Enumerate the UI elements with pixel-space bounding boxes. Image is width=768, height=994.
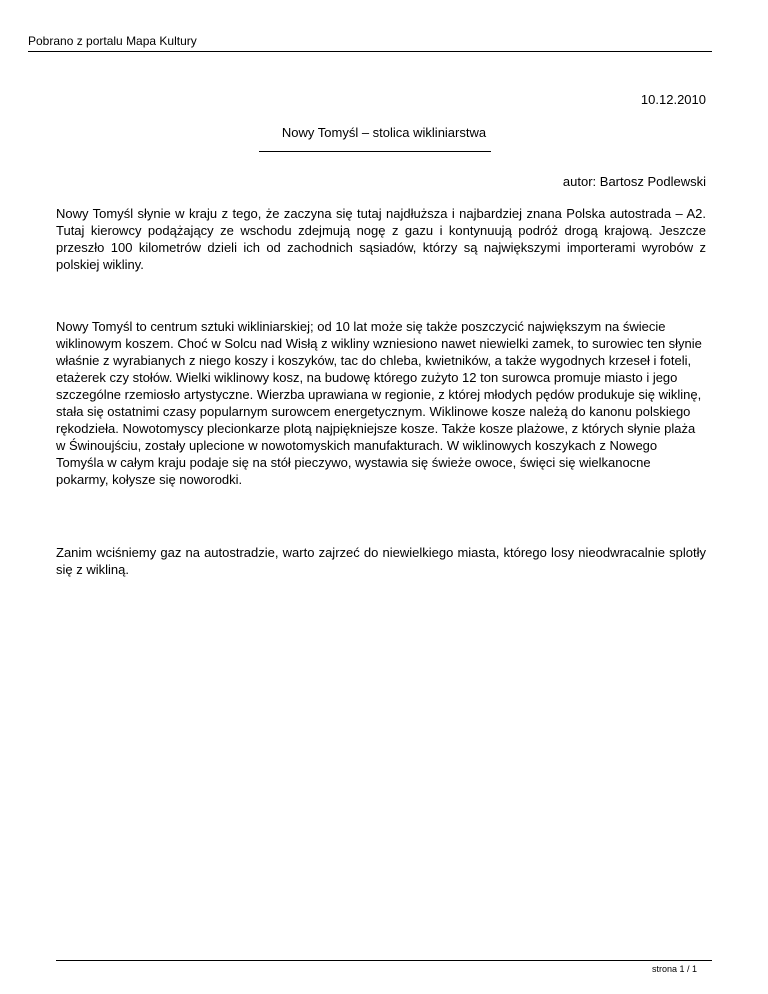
title-underline [259, 151, 491, 152]
portal-source-note: Pobrano z portalu Mapa Kultury [28, 34, 197, 48]
article-author: autor: Bartosz Podlewski [562, 174, 706, 189]
footer-divider [56, 960, 712, 961]
header-divider [28, 51, 712, 52]
article-paragraph-3: Zanim wciśniemy gaz na autostradzie, warto zajrzeć do niewielkiego miasta, którego losy nieodwracalnie splotły się z wikliną. [56, 545, 706, 577]
article-paragraph-2: Nowy Tomyśl to centrum sztuki wikliniarskiej; od 10 lat może się także poszczycić największym na świecie wiklinowym koszem. Choć w Solcu nad Wisłą z wikliny wzniesiono nawet niewielki zamek, to surowiec ten słynie właśnie z wyrabianych z niego koszy i koszyków, tac do chleba, kwietników, a także wygodnych krzeseł i foteli, etażerek czy stołów. Wielki wiklinowy kosz, na budowę którego zużyto 12 ton surowca promuje miasto i jego szczególne rzemiosło artystyczne. Wierzba uprawiana w regionie, z której młodych pędów produkuje się wiklinę, stała się ostatnimi czasy popularnym surowcem energetycznym. Wiklinowe kosze należą do kanonu polskiego rękodzieła. Nowotomyscy plecionkarze plotą najpiękniejsze kosze. Także kosze plażowe, z których słynie plaża w Świnoujściu, zostały uplecione w nowotomyskich manufakturach. W wiklinowych koszykach z Nowego Tomyśla w całym kraju podaje się na stół pieczywo, wystawia się świeże owoce, święci się wielkanocne pokarmy, kołysze się noworodki. [56, 319, 702, 487]
article-paragraph-1: Nowy Tomyśl słynie w kraju z tego, że zaczyna się tutaj najdłuższa i najbardziej znana Polska autostrada – A2. Tutaj kierowcy podążający ze wschodu zdejmują nogę z gazu i kontynuują podróż drogą krajową. Jeszcze przeszło 100 kilometrów dzieli ich od zachodnich sąsiadów, którzy są największymi importerami wyrobów z polskiej wikliny. [56, 206, 706, 272]
article-title: Nowy Tomyśl – stolica wikliniarstwa [281, 125, 487, 140]
article-date: 10.12.2010 [640, 92, 706, 107]
page-number: strona 1 / 1 [651, 964, 697, 974]
